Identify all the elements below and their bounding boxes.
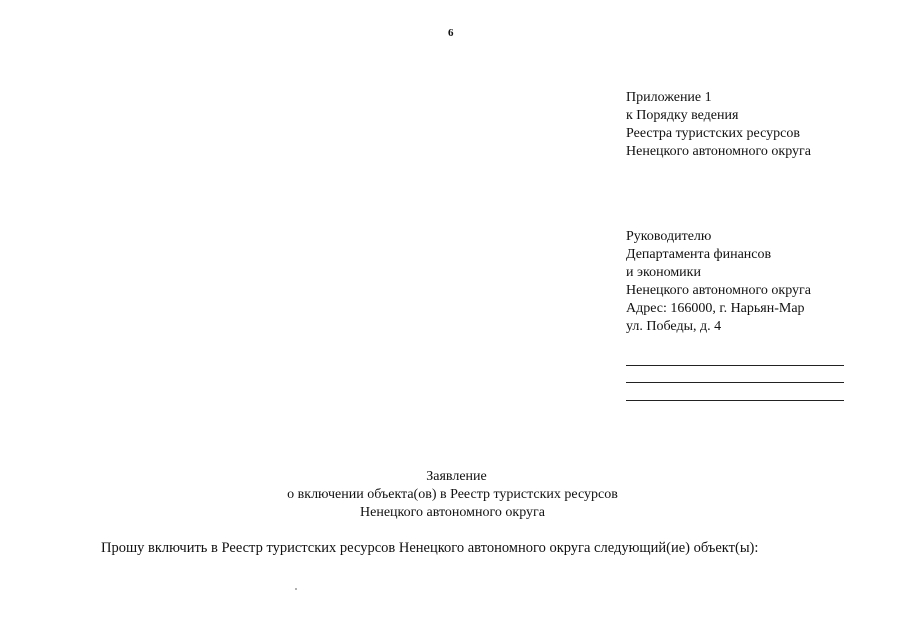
applicant-blank-line xyxy=(626,365,844,366)
applicant-blank-line xyxy=(626,400,844,401)
appendix-header xyxy=(626,89,811,161)
title-line: о включении объекта(ов) в Реестр туристских ресурсов xyxy=(287,487,618,502)
request-paragraph: Прошу включить в Реестр туристских ресурсов Ненецкого автономного округа следующий(ие) объект(ы): xyxy=(101,540,759,556)
page-number: 6 xyxy=(448,27,454,39)
recipient-line: Руководителю xyxy=(626,229,712,244)
appendix-line: Ненецкого автономного округа xyxy=(626,144,811,159)
document-title xyxy=(0,468,905,522)
scan-speck xyxy=(295,588,297,590)
applicant-blank-line xyxy=(626,382,844,383)
appendix-line: к Порядку ведения xyxy=(626,108,739,123)
recipient-line: Адрес: 166000, г. Нарьян-Мар xyxy=(626,301,805,316)
recipient-block xyxy=(626,228,811,336)
recipient-line: Департамента финансов xyxy=(626,247,772,262)
recipient-line: ул. Победы, д. 4 xyxy=(626,319,722,334)
recipient-line: Ненецкого автономного округа xyxy=(626,283,811,298)
recipient-line: и экономики xyxy=(626,265,701,280)
title-line: Заявление xyxy=(426,469,487,484)
appendix-line: Приложение 1 xyxy=(626,90,712,105)
appendix-line: Реестра туристских ресурсов xyxy=(626,126,800,141)
title-line: Ненецкого автономного округа xyxy=(360,505,545,520)
